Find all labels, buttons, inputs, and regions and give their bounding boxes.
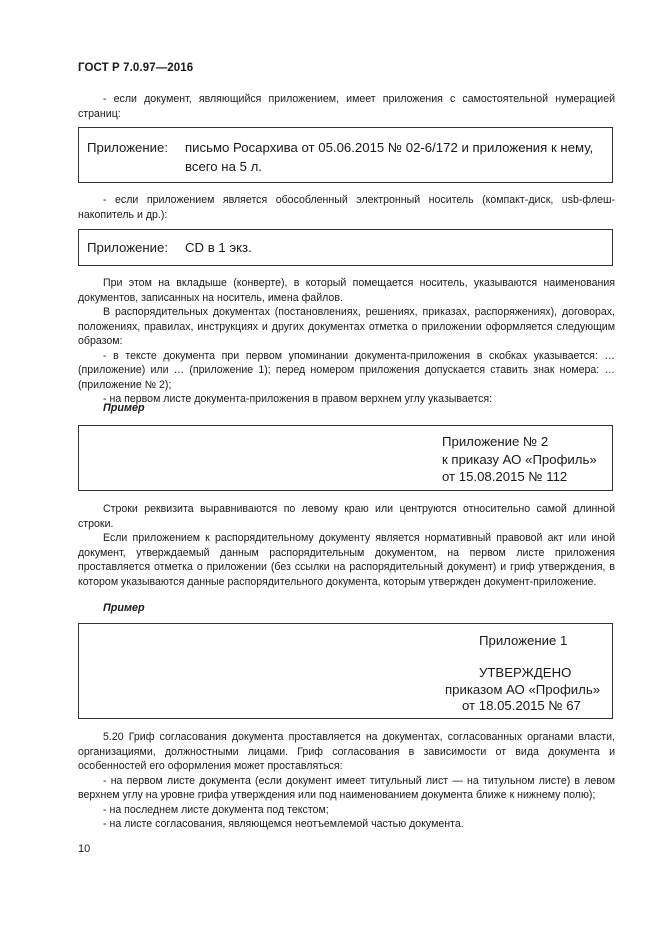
attachment-value-line-1: письмо Росархива от 05.06.2015 № 02-6/172 и приложения к нему, [185,140,594,155]
example-box-attachment-cd [78,229,613,266]
example-box-approval-stamp [78,623,613,719]
page-number: 10 [78,843,91,855]
paragraph-text: 5.20 Гриф согласования документа проставляется на документах, согласованных органами власти, организациями, должностными лицами. Гриф согласования в зависимости от вида документа и особенностей его оформления может проставляться: [78,731,615,772]
example-label: Пример [103,602,145,614]
attachment-label: Приложение: [87,140,169,155]
example-label: Пример [103,402,145,414]
stamp-line-4: от 18.05.2015 № 67 [462,698,581,713]
stamp-line-2: УТВЕРЖДЕНО [479,665,572,680]
paragraph-text: - на листе согласования, являющемся неотъемлемой частью документа. [103,818,464,830]
attachment-label: Приложение: [87,240,169,255]
stamp-line-1: Приложение 1 [479,633,568,648]
document-header: ГОСТ Р 7.0.97—2016 [78,62,194,74]
text-block-coordination-stamp [78,730,615,832]
example-box-attachment-letter [78,127,613,183]
paragraph-electronic-media [78,193,615,222]
paragraph-text: - на последнем листе документа под текстом; [103,803,329,816]
paragraph-text: - если документ, являющийся приложением, имеет приложения с самостоятельной нумерацией страниц: [78,93,615,120]
paragraph-text: - в тексте документа при первом упоминании документа-приложения в скобках указывается: … (приложение) или … (приложение 1); перед номером приложения допускается ставить знак номера: … (приложение № 2); [78,349,615,391]
paragraph-text: Если приложением к распорядительному документу является нормативный правовой акт или иной документ, утверждаемый данным распорядительным документом, на первом листе приложения проставляется отметка о приложении (без ссылки на распорядительный документ) и гриф утверждения, в котором указываются данные распорядительного документа, которым утвержден документ-приложение. [78,532,615,588]
text-block-approval [78,502,615,589]
paragraph-text: При этом на вкладыше (конверте), в который помещается носитель, указываются наименования документов, записанных на носитель, имена файлов. [78,277,615,304]
paragraph-attachments-with-own-numbering [78,92,615,121]
attachment-value: CD в 1 экз. [185,240,252,255]
stamp-line-3: приказом АО «Профиль» [445,682,601,697]
attachment-value [185,138,610,176]
example-box-attachment-stamp [78,425,613,491]
paragraph-text: - на первом листе документа-приложения в правом верхнем углу указывается: [103,393,493,405]
stamp-line-2: к приказу АО «Профиль» [442,452,597,467]
paragraph-text: - если приложением является обособленный электронный носитель (компакт-диск, usb-флеш-накопитель и др.): [78,194,615,221]
paragraph-text: В распорядительных документах (постановлениях, решениях, приказах, распоряжениях), договорах, положениях, правилах, инструкциях и других документах отметка о приложении оформляется следующим образом: [78,306,615,347]
attachment-value-line-2: всего на 5 л. [185,159,262,174]
text-block-orders [78,276,615,407]
paragraph-text: - на первом листе документа (если документ имеет титульный лист — на титульном листе) в левом верхнем углу на уровне грифа утверждения или под наименованием документа ближе к нижнему полю); [78,774,615,801]
paragraph-text: Строки реквизита выравниваются по левому краю или центруются относительно самой длинной строки. [78,503,615,530]
stamp-line-3: от 15.08.2015 № 112 [442,469,568,484]
stamp-line-1: Приложение № 2 [442,434,549,449]
